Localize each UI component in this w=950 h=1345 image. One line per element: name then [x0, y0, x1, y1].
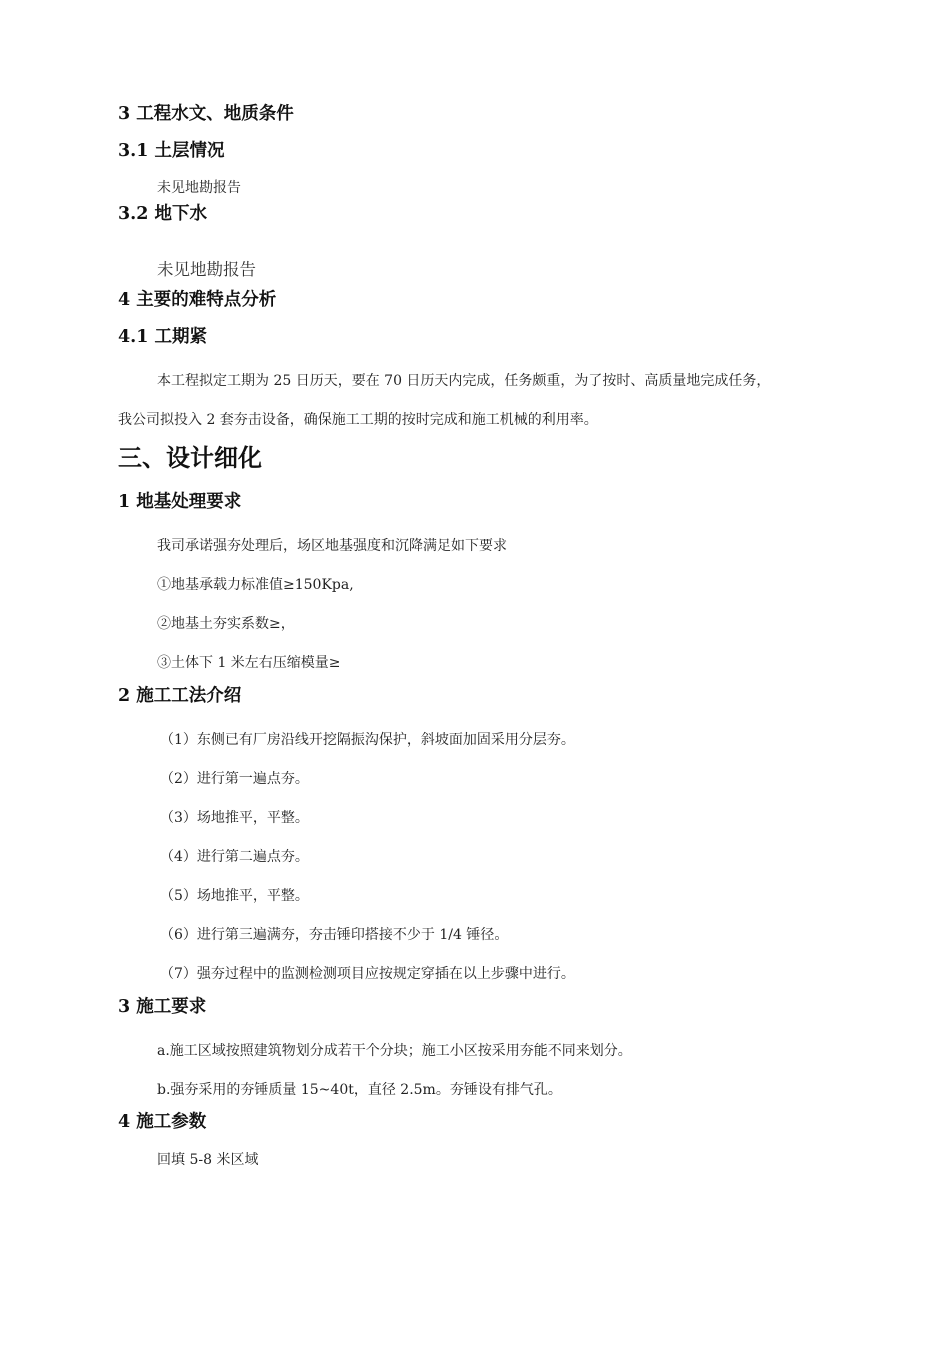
- list-item: （1）东侧已有厂房沿线开挖隔振沟保护，斜坡面加固采用分层夯。: [160, 732, 575, 748]
- design-heading-1: 1 地基处理要求: [118, 492, 242, 512]
- design-heading-2: 2 施工工法介绍: [118, 686, 242, 706]
- subsection-heading-3-1: 3.1 土层情况: [118, 141, 225, 161]
- paragraph-groundwater: 未见地勘报告: [157, 260, 256, 279]
- list-item: ②地基土夯实系数≥，: [157, 616, 295, 632]
- list-item: （6）进行第三遍满夯，夯击锤印搭接不少于 1/4 锤径。: [160, 927, 509, 943]
- list-item: ①地基承载力标准值≥150Kpa,: [157, 577, 354, 593]
- list-item: （2）进行第一遍点夯。: [160, 771, 309, 787]
- paragraph-backfill-area: 回填 5-8 米区域: [157, 1152, 259, 1168]
- paragraph-schedule-line2: 我公司拟投入 2 套夯击设备，确保施工工期的按时完成和施工机械的利用率。: [118, 412, 598, 428]
- chapter-title: 三、设计细化: [118, 443, 262, 472]
- list-item: （7）强夯过程中的监测检测项目应按规定穿插在以上步骤中进行。: [160, 966, 575, 982]
- paragraph-foundation-intro: 我司承诺强夯处理后，场区地基强度和沉降满足如下要求: [157, 538, 507, 554]
- list-item: a.施工区域按照建筑物划分成若干个分块；施工小区按采用夯能不同来划分。: [157, 1043, 632, 1059]
- section-heading-4: 4 主要的难特点分析: [118, 290, 277, 310]
- paragraph-schedule-line1: 本工程拟定工期为 25 日历天，要在 70 日历天内完成，任务颇重，为了按时、高质量地完成任务，: [157, 373, 771, 389]
- list-item: b.强夯采用的夯锤质量 15~40t，直径 2.5m。夯锤设有排气孔。: [157, 1082, 562, 1098]
- list-item: （3）场地推平，平整。: [160, 810, 309, 826]
- paragraph-soil-layer: 未见地勘报告: [157, 180, 241, 196]
- list-item: ③土体下 1 米左右压缩模量≥: [157, 655, 341, 671]
- list-item: （4）进行第二遍点夯。: [160, 849, 309, 865]
- design-heading-4: 4 施工参数: [118, 1112, 207, 1132]
- design-heading-3: 3 施工要求: [118, 997, 207, 1017]
- section-heading-3: 3 工程水文、地质条件: [118, 104, 294, 124]
- subsection-heading-4-1: 4.1 工期紧: [118, 327, 208, 347]
- list-item: （5）场地推平，平整。: [160, 888, 309, 904]
- subsection-heading-3-2: 3.2 地下水: [118, 204, 208, 224]
